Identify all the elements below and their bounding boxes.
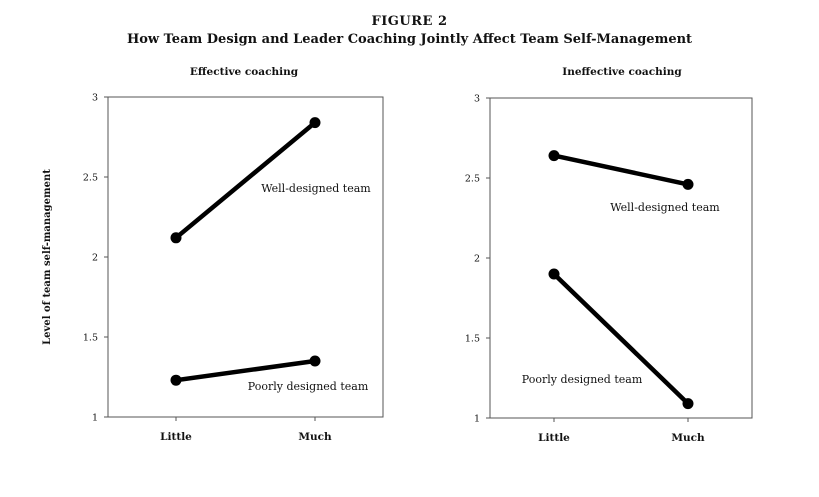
- y-tick-label: 2.5: [82, 172, 98, 184]
- x-tick-label: Much: [671, 432, 705, 444]
- chart-panel-2: [465, 66, 752, 444]
- y-tick-label: 3: [91, 92, 98, 104]
- x-tick-label: Little: [160, 431, 192, 443]
- y-tick-label: 2: [473, 253, 480, 265]
- y-tick-label: 1.5: [464, 333, 480, 345]
- y-tick-label: 1: [473, 413, 480, 425]
- series-line-2: [176, 361, 315, 380]
- data-point: [683, 179, 694, 190]
- chart-panel-1: [42, 66, 383, 443]
- data-point: [171, 232, 182, 243]
- data-point: [549, 150, 560, 161]
- series-label: Well-designed team: [261, 182, 371, 195]
- data-point: [310, 117, 321, 128]
- y-tick-label: 1.5: [82, 332, 98, 344]
- y-tick-label: 3: [473, 93, 480, 105]
- series-label: Well-designed team: [610, 201, 720, 214]
- plot-frame: [490, 98, 752, 418]
- y-tick-label: 2.5: [464, 173, 480, 185]
- panel-title: Ineffective coaching: [562, 66, 682, 78]
- panel-title: Effective coaching: [189, 66, 299, 78]
- figure-label: FIGURE 2: [371, 14, 448, 29]
- data-point: [549, 269, 560, 280]
- y-tick-label: 2: [91, 252, 98, 264]
- data-point: [171, 375, 182, 386]
- series-label: Poorly designed team: [521, 373, 643, 386]
- series-line-1: [176, 123, 315, 238]
- x-tick-label: Much: [298, 431, 332, 443]
- x-tick-label: Little: [538, 432, 570, 444]
- data-point: [310, 356, 321, 367]
- data-point: [683, 398, 694, 409]
- series-line-1: [554, 156, 688, 185]
- figure-title: How Team Design and Leader Coaching Jointly Affect Team Self-Management: [126, 32, 693, 47]
- y-tick-label: 1: [91, 412, 98, 424]
- series-label: Poorly designed team: [247, 380, 369, 393]
- y-axis-label: Level of team self-management: [42, 169, 53, 345]
